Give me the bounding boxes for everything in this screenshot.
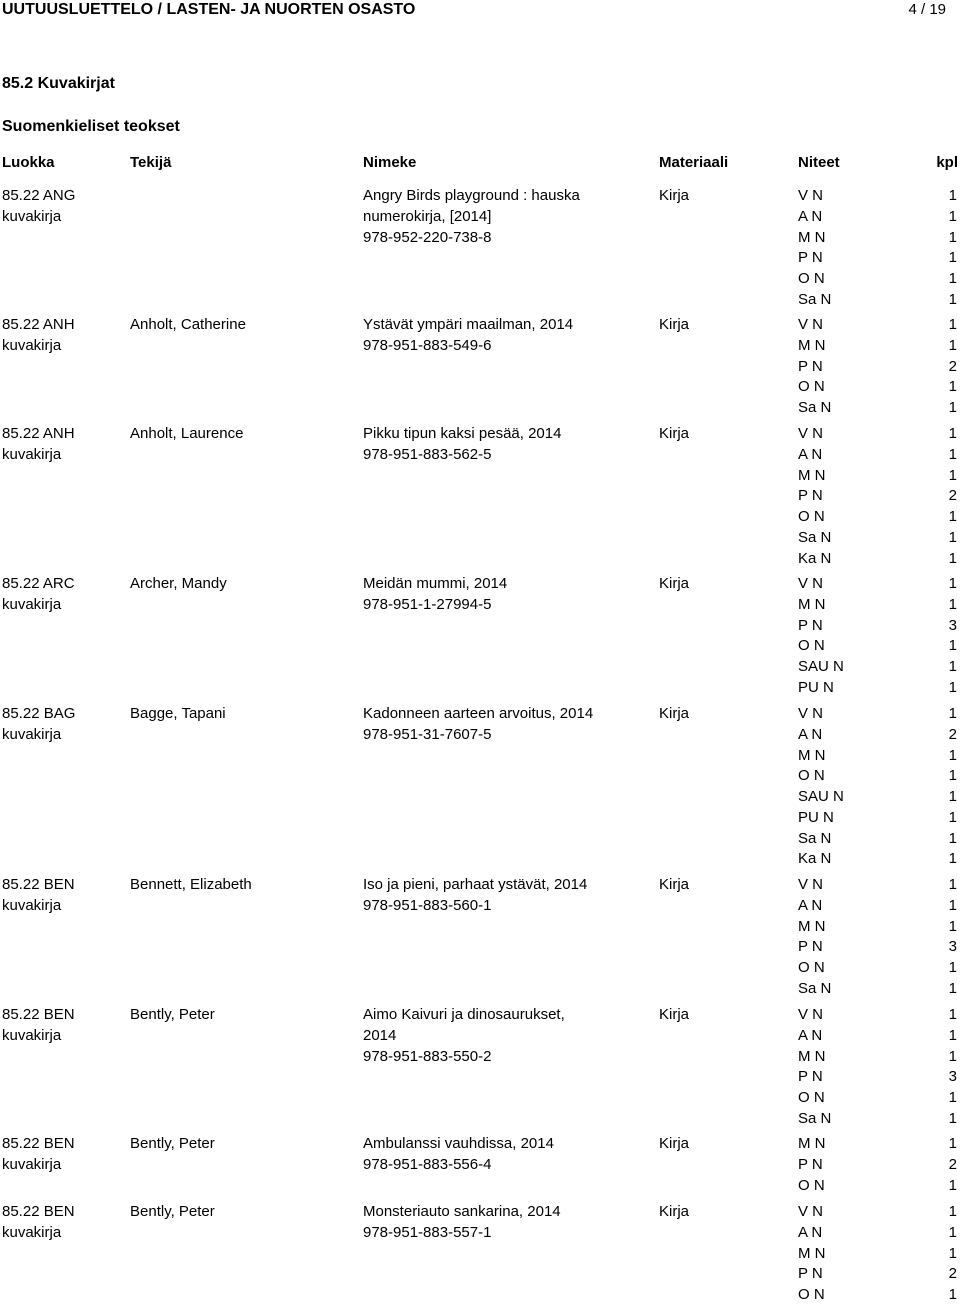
- copies-location-line: O N: [798, 270, 825, 287]
- class-code-line: kuvakirja: [2, 725, 62, 743]
- copies-location-line: V N: [798, 705, 824, 722]
- class-code-line: kuvakirja: [2, 896, 62, 914]
- copies-count-line: 1: [948, 1026, 957, 1044]
- copies-location-line: Sa N: [798, 829, 832, 847]
- class-code: [2, 185, 75, 227]
- class-code-line: kuvakirja: [2, 1155, 62, 1173]
- material: Kirja: [659, 187, 690, 204]
- copies-location-line: O N: [798, 1286, 825, 1303]
- copies-location-line: M N: [798, 595, 826, 613]
- copies-count-line: 1: [948, 445, 957, 463]
- copies-count-line: 1: [948, 1176, 957, 1194]
- copies-location-line: V N: [798, 876, 824, 893]
- class-code: [2, 314, 75, 356]
- material: Kirja: [659, 705, 690, 722]
- copies-location-line: O N: [798, 959, 825, 976]
- copies-location-line: V N: [798, 316, 824, 333]
- column-header-niteet: Niteet: [798, 154, 840, 171]
- title-line: Iso ja pieni, parhaat ystävät, 2014: [363, 876, 588, 893]
- title-line: 978-951-883-560-1: [363, 896, 492, 914]
- copies-location: [798, 1133, 826, 1195]
- copies-count-line: 1: [948, 336, 957, 354]
- catalog-title: UUTUUSLUETTELO / LASTEN- JA NUORTEN OSASTO: [2, 1, 416, 18]
- copies-count-line: 1: [948, 917, 957, 935]
- class-code-line: kuvakirja: [2, 445, 62, 463]
- author: [130, 1133, 215, 1154]
- copies-count-line: 1: [948, 1109, 957, 1127]
- class-code-line: 85.22 ANH: [2, 425, 75, 442]
- column-header-materiaali: Materiaali: [659, 154, 729, 171]
- copies-count-line: 3: [948, 1068, 957, 1086]
- copies-location: [798, 314, 831, 418]
- title: [363, 573, 507, 615]
- copies-count: [930, 703, 957, 869]
- title-line: Aimo Kaivuri ja dinosaurukset,: [363, 1006, 565, 1023]
- copies-count-line: 1: [948, 425, 957, 442]
- author: [130, 423, 243, 444]
- copies-count-line: 1: [948, 595, 957, 613]
- copies-location-line: Ka N: [798, 850, 832, 868]
- material: Kirja: [659, 425, 690, 442]
- copies-location-line: A N: [798, 1026, 823, 1044]
- copies-count-line: 1: [948, 850, 957, 868]
- copies-location-line: Sa N: [798, 290, 832, 308]
- author-line: Bently, Peter: [130, 1006, 215, 1023]
- copies-count-line: 1: [948, 1089, 957, 1106]
- copies-location-line: A N: [798, 445, 823, 463]
- author: [130, 1201, 215, 1222]
- copies-location-line: O N: [798, 1089, 825, 1106]
- copies-count: [930, 423, 957, 568]
- copies-count-line: 1: [948, 876, 957, 893]
- class-code-line: 85.22 BAG: [2, 705, 76, 722]
- copies-count-line: 1: [948, 290, 957, 308]
- column-header-luokka: Luokka: [2, 154, 55, 171]
- copies-count-line: 2: [948, 1155, 957, 1173]
- title-line: Pikku tipun kaksi pesää, 2014: [363, 425, 562, 442]
- copies-location-line: V N: [798, 425, 824, 442]
- copies-count: [930, 573, 957, 698]
- title-line: 978-951-31-7607-5: [363, 725, 492, 743]
- copies-location-line: P N: [798, 938, 823, 956]
- copies-location-line: A N: [798, 896, 823, 914]
- copies-count-line: 1: [948, 187, 957, 204]
- column-header-nimeke: Nimeke: [363, 154, 417, 171]
- copies-location-line: M N: [798, 1244, 826, 1262]
- subsection-title: Suomenkieliset teokset: [2, 118, 180, 135]
- column-header-kpl: kpl: [936, 154, 958, 171]
- copies-count-line: 1: [948, 767, 957, 785]
- author: [130, 573, 227, 594]
- column-header-tekija: Tekijä: [130, 154, 172, 171]
- title-line: Ystävät ympäri maailman, 2014: [363, 316, 574, 333]
- copies-count-line: 1: [948, 678, 957, 696]
- copies-location-line: Sa N: [798, 399, 832, 416]
- author: [130, 703, 226, 724]
- copies-count: [930, 874, 957, 999]
- title-line: 2014: [363, 1026, 397, 1044]
- material: Kirja: [659, 316, 690, 333]
- title: [363, 314, 573, 356]
- author: [130, 874, 252, 895]
- copies-location: [798, 423, 831, 568]
- title: [363, 185, 580, 247]
- copies-count-line: 1: [948, 1006, 957, 1023]
- copies-location: [798, 1201, 826, 1305]
- copies-location-line: M N: [798, 1135, 826, 1152]
- class-code-line: 85.22 ANH: [2, 316, 75, 333]
- author-line: Bently, Peter: [130, 1135, 215, 1152]
- author-line: Anholt, Catherine: [130, 316, 246, 333]
- material: Kirja: [659, 876, 690, 893]
- class-code-line: 85.22 BEN: [2, 1006, 75, 1023]
- copies-location-line: M N: [798, 917, 826, 935]
- author-line: Archer, Mandy: [130, 575, 227, 592]
- copies-count-line: 1: [948, 896, 957, 914]
- copies-count-line: 1: [948, 829, 957, 847]
- copies-location-line: M N: [798, 336, 826, 354]
- copies-location-line: M N: [798, 746, 826, 764]
- class-code-line: 85.22 ARC: [2, 575, 75, 592]
- copies-location-line: P N: [798, 357, 823, 375]
- class-code-line: 85.22 BEN: [2, 1135, 75, 1152]
- class-code: [2, 573, 75, 615]
- class-code-line: kuvakirja: [2, 207, 62, 225]
- copies-count-line: 2: [948, 357, 957, 375]
- copies-location-line: SAU N: [798, 658, 844, 675]
- copies-location-line: V N: [798, 1203, 824, 1220]
- copies-count-line: 1: [948, 788, 957, 805]
- copies-count-line: 1: [948, 399, 957, 416]
- class-code-line: kuvakirja: [2, 1026, 62, 1044]
- copies-count-line: 1: [948, 746, 957, 764]
- copies-count-line: 1: [948, 1286, 957, 1303]
- copies-count-line: 1: [948, 1203, 957, 1220]
- copies-location: [798, 573, 844, 698]
- class-code: [2, 1004, 75, 1046]
- title-line: Monsteriauto sankarina, 2014: [363, 1203, 561, 1220]
- class-code: [2, 1201, 75, 1243]
- copies-location-line: O N: [798, 378, 825, 396]
- title: [363, 1133, 554, 1175]
- title-line: 978-951-883-556-4: [363, 1155, 492, 1173]
- copies-count: [930, 314, 957, 418]
- author-line: Bagge, Tapani: [130, 705, 226, 722]
- title: [363, 703, 593, 745]
- title: [363, 1201, 561, 1243]
- title-line: 978-951-883-557-1: [363, 1223, 492, 1241]
- copies-count-line: 1: [948, 528, 957, 546]
- copies-location: [798, 185, 831, 310]
- copies-count-line: 2: [948, 725, 957, 743]
- title-line: Ambulanssi vauhdissa, 2014: [363, 1135, 554, 1152]
- author: [130, 314, 246, 335]
- copies-location-line: M N: [798, 1047, 826, 1065]
- copies-count-line: 1: [948, 270, 957, 287]
- material: Kirja: [659, 1135, 690, 1152]
- copies-count: [930, 1004, 957, 1129]
- copies-location-line: Sa N: [798, 528, 832, 546]
- material: Kirja: [659, 575, 690, 592]
- copies-count-line: 1: [948, 658, 957, 675]
- copies-count-line: 2: [948, 487, 957, 505]
- copies-count-line: 1: [948, 1135, 957, 1152]
- title: [363, 423, 561, 465]
- copies-count-line: 1: [948, 228, 957, 246]
- material: Kirja: [659, 1006, 690, 1023]
- copies-location-line: P N: [798, 616, 823, 634]
- copies-count: [930, 1133, 957, 1195]
- copies-count-line: 1: [948, 207, 957, 225]
- copies-location-line: P N: [798, 1265, 823, 1283]
- copies-location-line: O N: [798, 1176, 825, 1194]
- copies-count-line: 1: [948, 1223, 957, 1241]
- material: Kirja: [659, 1203, 690, 1220]
- title-line: 978-951-883-550-2: [363, 1047, 492, 1065]
- title-line: 978-951-883-562-5: [363, 445, 492, 463]
- title-line: Angry Birds playground : hauska: [363, 187, 580, 204]
- copies-count: [930, 1201, 957, 1305]
- title-line: Kadonneen aarteen arvoitus, 2014: [363, 705, 594, 722]
- copies-location-line: O N: [798, 767, 825, 785]
- copies-location-line: P N: [798, 249, 823, 267]
- copies-count-line: 1: [948, 575, 957, 592]
- copies-count-line: 1: [948, 378, 957, 396]
- class-code: [2, 423, 75, 465]
- copies-count-line: 1: [948, 705, 957, 722]
- copies-location-line: A N: [798, 725, 823, 743]
- copies-location-line: M N: [798, 228, 826, 246]
- copies-location: [798, 1004, 831, 1129]
- copies-location-line: O N: [798, 508, 825, 525]
- class-code-line: kuvakirja: [2, 1223, 62, 1241]
- title-line: numerokirja, [2014]: [363, 207, 492, 225]
- title-line: 978-952-220-738-8: [363, 228, 492, 246]
- copies-count-line: 1: [948, 808, 957, 826]
- copies-count-line: 1: [948, 249, 957, 267]
- copies-count-line: 1: [948, 549, 957, 567]
- copies-location-line: M N: [798, 466, 826, 484]
- copies-count-line: 1: [948, 1244, 957, 1262]
- copies-count-line: 1: [948, 466, 957, 484]
- copies-count-line: 2: [948, 1265, 957, 1283]
- copies-location-line: A N: [798, 207, 823, 225]
- copies-location-line: Ka N: [798, 549, 832, 567]
- copies-location-line: PU N: [798, 678, 834, 696]
- copies-count-line: 1: [948, 316, 957, 333]
- copies-location: [798, 874, 831, 999]
- class-code-line: 85.22 BEN: [2, 1203, 75, 1220]
- title-line: 978-951-1-27994-5: [363, 595, 492, 613]
- author-line: Bently, Peter: [130, 1203, 215, 1220]
- copies-location-line: SAU N: [798, 788, 844, 805]
- author: [130, 1004, 215, 1025]
- copies-location-line: V N: [798, 575, 824, 592]
- copies-location-line: O N: [798, 637, 825, 655]
- title: [363, 1004, 565, 1066]
- copies-location-line: Sa N: [798, 1109, 832, 1127]
- copies-count-line: 3: [948, 938, 957, 956]
- section-title: 85.2 Kuvakirjat: [2, 75, 115, 92]
- copies-count-line: 1: [948, 979, 957, 997]
- title-line: Meidän mummi, 2014: [363, 575, 508, 592]
- class-code: [2, 1133, 75, 1175]
- class-code-line: kuvakirja: [2, 595, 62, 613]
- author-line: Anholt, Laurence: [130, 425, 244, 442]
- class-code: [2, 874, 75, 916]
- class-code-line: 85.22 BEN: [2, 876, 75, 893]
- class-code: [2, 703, 75, 745]
- author-line: Bennett, Elizabeth: [130, 876, 252, 893]
- page-number: 4 / 19: [908, 1, 946, 18]
- copies-count-line: 1: [948, 508, 957, 525]
- copies-location-line: V N: [798, 187, 824, 204]
- copies-location-line: P N: [798, 1068, 823, 1086]
- copies-location-line: Sa N: [798, 979, 832, 997]
- title-line: 978-951-883-549-6: [363, 336, 492, 354]
- class-code-line: kuvakirja: [2, 336, 62, 354]
- title: [363, 874, 587, 916]
- copies-count-line: 3: [948, 616, 957, 634]
- copies-count-line: 1: [948, 637, 957, 655]
- copies-location: [798, 703, 844, 869]
- copies-location-line: PU N: [798, 808, 834, 826]
- copies-location-line: V N: [798, 1006, 824, 1023]
- copies-location-line: A N: [798, 1223, 823, 1241]
- class-code-line: 85.22 ANG: [2, 187, 76, 204]
- copies-count-line: 1: [948, 1047, 957, 1065]
- copies-count: [930, 185, 957, 310]
- copies-location-line: P N: [798, 487, 823, 505]
- copies-location-line: P N: [798, 1155, 823, 1173]
- copies-count-line: 1: [948, 959, 957, 976]
